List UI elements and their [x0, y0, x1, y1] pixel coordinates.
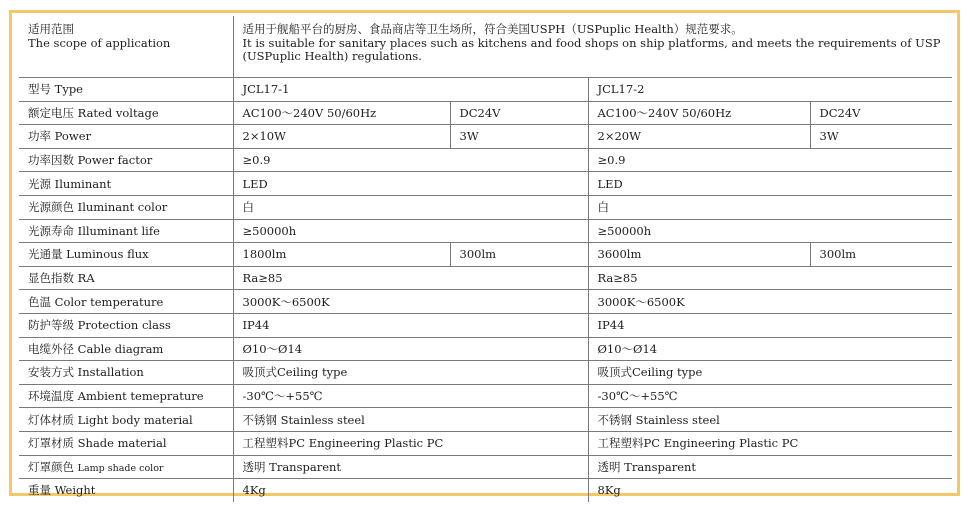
cell-model1-dc: 3W: [450, 125, 588, 149]
row-label: 光源寿命 Illuminant life: [19, 219, 233, 243]
cell-model1: IP44: [233, 313, 588, 337]
cell-model1: ≥0.9: [233, 148, 588, 172]
cell-model1: LED: [233, 172, 588, 196]
cell-model2: -30℃～+55℃: [588, 384, 952, 408]
table-row-color-temperature: [19, 290, 952, 314]
scope-row: [19, 16, 952, 78]
table-row-type: [19, 78, 952, 102]
cell-model1: 4Kg: [233, 479, 588, 502]
cell-model2: IP44: [588, 313, 952, 337]
row-label: 光源 Iluminant: [19, 172, 233, 196]
table-row-power-factor: [19, 148, 952, 172]
cell-model1: 工程塑料PC Engineering Plastic PC: [233, 431, 588, 455]
scope-text-en: It is suitable for sanitary places such as kitchens and food shops on ship platforms, and meets the requirements of USP (USPuplic Health) regulations.: [242, 36, 941, 63]
cell-model1-ac: 1800lm: [233, 243, 450, 267]
table-row-illuminant-life: [19, 219, 952, 243]
cell-model1: JCL17-1: [233, 78, 588, 102]
cell-model1-ac: 2×10W: [233, 125, 450, 149]
table-row-ra: [19, 266, 952, 290]
cell-model2: LED: [588, 172, 952, 196]
table-row-illuminant-color: [19, 195, 952, 219]
cell-model2: 3000K～6500K: [588, 290, 952, 314]
row-label: 色温 Color temperature: [19, 290, 233, 314]
cell-model1: 不锈钢 Stainless steel: [233, 408, 588, 432]
spec-table: [19, 16, 952, 502]
cell-model2: Ø10～Ø14: [588, 337, 952, 361]
table-row-weight: [19, 479, 952, 502]
cell-model2: 吸顶式Ceiling type: [588, 361, 952, 385]
row-label: 电缆外径 Cable diagram: [19, 337, 233, 361]
cell-model2-dc: DC24V: [810, 101, 952, 125]
row-label: 光通量 Luminous flux: [19, 243, 233, 267]
row-label: 功率因数 Power factor: [19, 148, 233, 172]
row-label: 显色指数 RA: [19, 266, 233, 290]
table-row-protection-class: [19, 313, 952, 337]
cell-model1: 吸顶式Ceiling type: [233, 361, 588, 385]
row-label-cn: 灯罩颜色: [28, 459, 74, 474]
scope-label-cell: [19, 16, 233, 78]
row-label: 安装方式 Installation: [19, 361, 233, 385]
cell-model2-ac: 3600lm: [588, 243, 810, 267]
table-row-lamp-shade-color: [19, 455, 952, 479]
cell-model2-ac: 2×20W: [588, 125, 810, 149]
table-row-shade-material: [19, 431, 952, 455]
cell-model1: -30℃～+55℃: [233, 384, 588, 408]
row-label: 型号 Type: [19, 78, 233, 102]
table-row-ambient-temperature: [19, 384, 952, 408]
cell-model1: Ra≥85: [233, 266, 588, 290]
cell-model2-ac: AC100～240V 50/60Hz: [588, 101, 810, 125]
row-label: 防护等级 Protection class: [19, 313, 233, 337]
spec-table-frame: [9, 10, 960, 496]
cell-model2: 透明 Transparent: [588, 455, 952, 479]
cell-model1-dc: DC24V: [450, 101, 588, 125]
cell-model2-dc: 300lm: [810, 243, 952, 267]
row-label-en: Lamp shade color: [77, 462, 164, 474]
cell-model2: ≥0.9: [588, 148, 952, 172]
scope-label-cn: 适用范围: [28, 22, 74, 36]
table-row-rated-voltage: [19, 101, 952, 125]
table-row-power: [19, 125, 952, 149]
cell-model2: ≥50000h: [588, 219, 952, 243]
cell-model2: Ra≥85: [588, 266, 952, 290]
cell-model1-ac: AC100～240V 50/60Hz: [233, 101, 450, 125]
cell-model2-dc: 3W: [810, 125, 952, 149]
cell-model1: 透明 Transparent: [233, 455, 588, 479]
table-row-cable-diagram: [19, 337, 952, 361]
table-row-installation: [19, 361, 952, 385]
cell-model1-dc: 300lm: [450, 243, 588, 267]
cell-model2: 8Kg: [588, 479, 952, 502]
cell-model1: 白: [233, 195, 588, 219]
scope-label-en: The scope of application: [28, 36, 171, 50]
row-label: 灯体材质 Light body material: [19, 408, 233, 432]
row-label: 功率 Power: [19, 125, 233, 149]
cell-model1: ≥50000h: [233, 219, 588, 243]
row-label: 环境温度 Ambient temeprature: [19, 384, 233, 408]
row-label: 光源颜色 Iluminant color: [19, 195, 233, 219]
cell-model2: 不锈钢 Stainless steel: [588, 408, 952, 432]
table-row-illuminant: [19, 172, 952, 196]
row-label: 重量 Weight: [19, 479, 233, 502]
cell-model2: JCL17-2: [588, 78, 952, 102]
scope-text-cn: 适用于舰船平台的厨房、食品商店等卫生场所，符合美国USPH（USPuplic Health）规范要求。: [242, 22, 743, 36]
scope-text-cell: [233, 16, 952, 78]
cell-model1: 3000K～6500K: [233, 290, 588, 314]
cell-model2: 工程塑料PC Engineering Plastic PC: [588, 431, 952, 455]
table-row-light-body-material: [19, 408, 952, 432]
row-label: 灯罩材质 Shade material: [19, 431, 233, 455]
cell-model1: Ø10～Ø14: [233, 337, 588, 361]
cell-model2: 白: [588, 195, 952, 219]
row-label: 额定电压 Rated voltage: [19, 101, 233, 125]
table-row-luminous-flux: [19, 243, 952, 267]
row-label-cell: [19, 455, 233, 479]
